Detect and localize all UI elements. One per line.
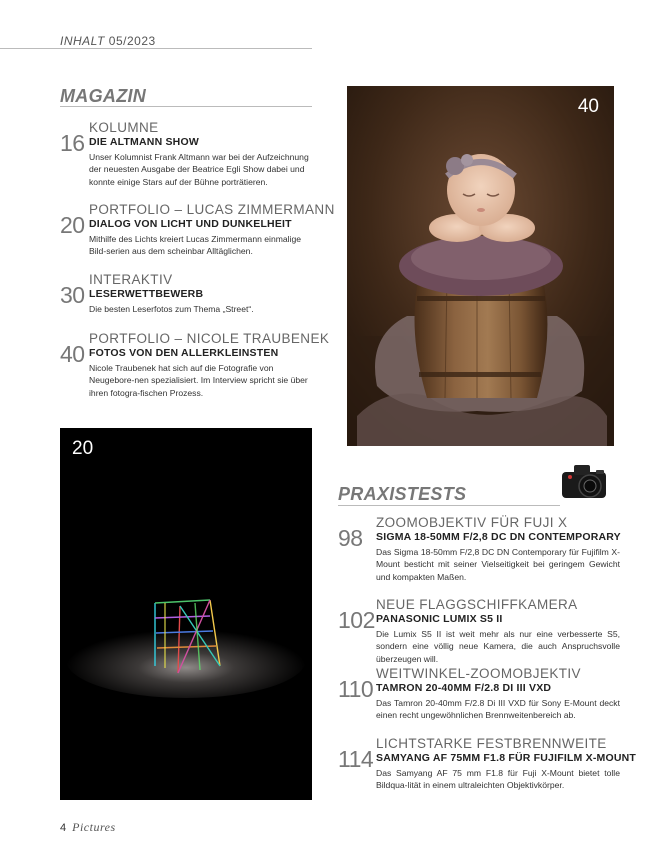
toc-entry-40[interactable] bbox=[60, 331, 330, 399]
photo-page-badge: 20 bbox=[72, 438, 94, 459]
section-rule-praxistests bbox=[338, 505, 560, 506]
toc-entry-110[interactable] bbox=[338, 666, 620, 722]
magazine-logo: Pictures bbox=[72, 820, 116, 834]
section-rule-magazin bbox=[60, 106, 312, 107]
toc-category: ZOOMOBJEKTIV FÜR FUJI X bbox=[376, 515, 568, 530]
toc-category: LICHTSTARKE FESTBRENNWEITE bbox=[376, 736, 607, 751]
toc-description: Das Samyang AF 75 mm F1.8 für Fuji X-Mount bietet tolle Bildqua-lität in einem ultraleichten Objektivkörper. bbox=[376, 768, 620, 791]
toc-description: Die besten Leserfotos zum Thema „Street“. bbox=[89, 304, 254, 314]
toc-title: LESERWETTBEWERB bbox=[89, 288, 204, 300]
toc-title: TAMRON 20-40MM F/2.8 DI III VXD bbox=[376, 682, 552, 694]
page-footer bbox=[60, 820, 116, 835]
toc-entry-114[interactable] bbox=[338, 736, 637, 792]
toc-entry-20[interactable] bbox=[60, 202, 335, 258]
toc-category: PORTFOLIO – LUCAS ZIMMERMANN bbox=[89, 202, 335, 217]
toc-category: KOLUMNE bbox=[89, 120, 159, 135]
toc-title: FOTOS VON DEN ALLERKLEINSTEN bbox=[89, 347, 279, 359]
toc-description: Die Lumix S5 II ist weit mehr als nur eine verbesserte S5, sondern eine völlig neue Kamera, die auch Anspruchsvolle überzeugen will. bbox=[376, 629, 620, 664]
photo-page-badge: 40 bbox=[577, 96, 599, 117]
light-painting-illustration bbox=[60, 428, 312, 800]
toc-title: SIGMA 18-50MM F/2,8 DC DN CONTEMPORARY bbox=[376, 531, 621, 543]
toc-title: DIE ALTMANN SHOW bbox=[89, 136, 199, 148]
toc-page-number: 20 bbox=[60, 212, 85, 238]
toc-page-number: 110 bbox=[338, 676, 374, 702]
header-label bbox=[60, 34, 156, 48]
header-issue: 05/2023 bbox=[108, 34, 156, 48]
toc-category: NEUE FLAGGSCHIFFKAMERA bbox=[376, 597, 578, 612]
toc-page-number: 98 bbox=[338, 525, 363, 551]
toc-category: INTERAKTIV bbox=[89, 272, 173, 287]
toc-title: DIALOG VON LICHT UND DUNKELHEIT bbox=[89, 218, 292, 230]
toc-entry-98[interactable] bbox=[338, 515, 620, 583]
page-number: 4 bbox=[60, 821, 67, 834]
toc-title: PANASONIC LUMIX S5 II bbox=[376, 613, 503, 625]
photo-light-painting[interactable] bbox=[60, 428, 312, 800]
toc-category: PORTFOLIO – NICOLE TRAUBENEK bbox=[89, 331, 330, 346]
newborn-illustration bbox=[347, 86, 614, 446]
toc-description: Nicole Traubenek hat sich auf die Fotografie von Neugebore-nen spezialisiert. Im Interview spricht sie über ihren fotogra-fischen Prozess. bbox=[89, 363, 308, 398]
header-rule bbox=[0, 48, 312, 49]
toc-page-number: 40 bbox=[60, 341, 85, 367]
toc-entry-102[interactable] bbox=[338, 597, 620, 665]
toc-description: Das Sigma 18-50mm F/2,8 DC DN Contemporary für Fujifilm X-Mount besticht mit seiner Vielseitigkeit bei geringem Gewicht und kompakten Maßen. bbox=[376, 547, 620, 582]
toc-description: Das Tamron 20-40mm F/2.8 Di III VXD für Sony E-Mount deckt einen recht ungewöhnlichen Brennweitenbereich ab. bbox=[376, 698, 620, 721]
camera-icon bbox=[560, 460, 614, 502]
toc-page-number: 114 bbox=[338, 746, 374, 772]
section-title-magazin: MAGAZIN bbox=[60, 86, 147, 106]
section-title-praxistests: PRAXISTESTS bbox=[338, 484, 467, 504]
header-section: INHALT bbox=[60, 34, 105, 48]
toc-entry-16[interactable] bbox=[60, 120, 316, 188]
toc-entry-30[interactable] bbox=[60, 272, 316, 315]
toc-title: SAMYANG AF 75MM F1.8 FÜR FUJIFILM X-MOUNT bbox=[376, 752, 637, 764]
photo-newborn[interactable] bbox=[347, 86, 614, 446]
toc-page-number: 102 bbox=[338, 607, 375, 633]
toc-description: Unser Kolumnist Frank Altmann war bei der Aufzeichnung der neuesten Ausgabe der Beatrice Egli Show dabei und konnte einige Stars auf der Bühne porträtieren. bbox=[89, 152, 309, 187]
toc-page-number: 30 bbox=[60, 282, 85, 308]
toc-description: Mithilfe des Lichts kreiert Lucas Zimmermann einmalige Bild-serien aus dem scheinbar Alltäglichen. bbox=[89, 234, 302, 257]
toc-page-number: 16 bbox=[60, 130, 85, 156]
toc-category: WEITWINKEL-ZOOMOBJEKTIV bbox=[376, 666, 581, 681]
